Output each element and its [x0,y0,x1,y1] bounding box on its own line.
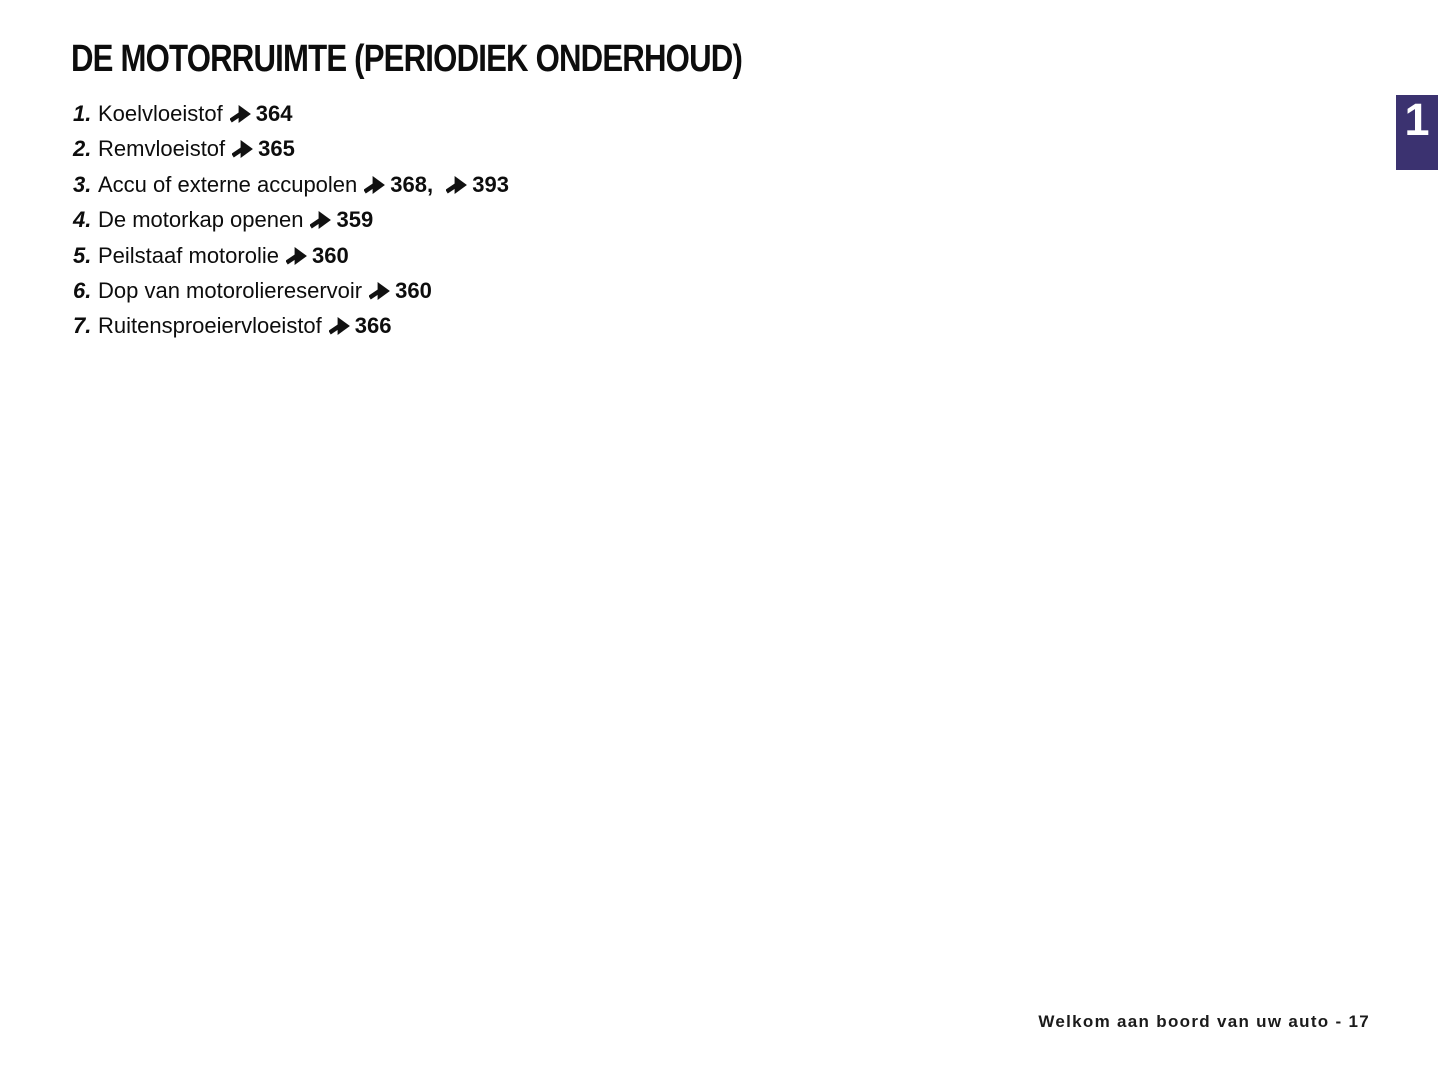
page-number: 360 [395,278,432,304]
item-label: Ruitensproeiervloeistof [98,313,322,339]
item-number: 7. [73,313,92,339]
page-title: DE MOTORRUIMTE (PERIODIEK ONDERHOUD) [71,38,743,80]
item-refs [225,136,295,161]
footer-text: Welkom aan boord van uw auto - 17 [1038,1012,1370,1031]
page-number: 365 [258,136,295,162]
page-number: 366 [354,313,392,339]
item-label: Remvloeistof [98,136,226,162]
page-reference-arrow-icon [286,247,307,265]
item-refs [357,172,509,197]
list-item [73,96,509,131]
page-reference [362,278,432,303]
page-number: 359 [336,207,374,233]
item-refs [223,101,293,126]
item-label: Accu of externe accupolen [98,171,358,197]
list-item [73,202,509,237]
item-label: Dop van motoroliereservoir [98,278,363,304]
page-number: 393 [472,171,509,197]
legend-list [73,96,509,344]
item-refs [322,313,392,338]
item-number: 3. [73,171,92,197]
page-number: 360 [311,242,349,268]
item-number: 5. [73,242,92,268]
chapter-tab [1396,95,1438,170]
item-refs [303,207,373,232]
item-number: 2. [73,136,92,162]
page-reference [223,101,293,126]
list-item [73,167,509,202]
page-number: 368 [390,171,427,197]
page-reference [439,172,509,197]
reference-separator: , [427,171,440,197]
page-reference-arrow-icon [329,317,350,335]
page-reference-arrow-icon [232,140,253,158]
item-label: Koelvloeistof [98,101,223,126]
list-item [73,131,509,166]
item-refs [362,278,432,303]
page-reference-arrow-icon [310,211,331,229]
page-reference [225,136,295,161]
item-number: 4. [73,207,92,233]
list-item [73,308,509,343]
page-reference-arrow-icon [446,176,467,194]
list-item [73,238,509,273]
item-label: De motorkap openen [98,207,304,233]
item-number: 6. [73,278,92,304]
page-reference [303,207,373,232]
page-reference-arrow-icon [230,105,251,123]
chapter-number: 1 [1404,94,1430,145]
page-reference [322,313,392,338]
page-reference-arrow-icon [364,176,385,194]
list-item [73,273,509,308]
item-refs [279,243,349,268]
item-label: Peilstaaf motorolie [98,242,279,268]
page-number: 364 [255,101,293,126]
page-reference [279,243,349,268]
item-number: 1. [73,101,92,126]
page-reference [357,172,427,197]
page-reference-arrow-icon [369,282,390,300]
